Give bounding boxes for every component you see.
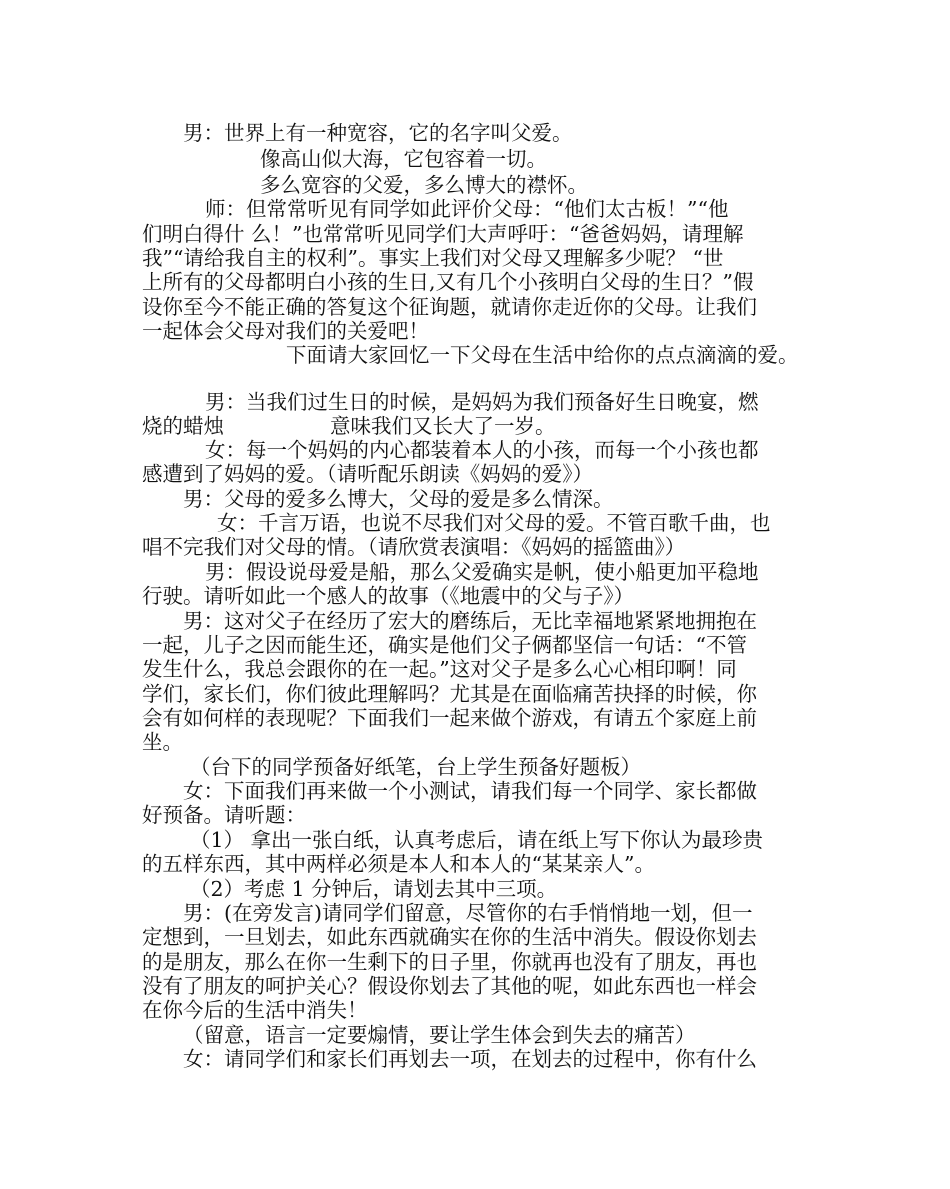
text-line: 会有如何样的表现呢？下面我们一起来做个游戏，有请五个家庭上前: [142, 706, 757, 730]
text-line: 们明白得什 么！”也常常听见同学们大声呼吁：“爸爸妈妈，请理解: [142, 222, 744, 246]
text-line: 在你今后的生活中消失！: [142, 998, 368, 1022]
text-line: 男：假设说母爱是船，那么父爱确实是帆，使小船更加平稳地: [205, 560, 759, 584]
text-line: 意味我们又长大了一岁。: [330, 414, 556, 438]
text-line: 一起，儿子之因而能生还，确实是他们父子俩都坚信一句话：“不管: [142, 633, 747, 657]
text-line: 女：请同学们和家长们再划去一项，在划去的过程中，你有什么: [183, 1047, 757, 1071]
text-line: 上所有的父母都明白小孩的生日,又有几个小孩明白父母的生日？”假: [142, 270, 754, 294]
text-line: 的是朋友，那么在你一生剩下的日子里，你就再也没有了朋友，再也: [142, 950, 757, 974]
text-line: 下面请大家回忆一下父母在生活中给你的点点滴滴的爱。: [286, 343, 799, 367]
text-line: 设你至今不能正确的答复这个征询题，就请你走近你的父母。让我们: [142, 295, 757, 319]
text-line: 男：(在旁发言)请同学们留意，尽管你的右手悄悄地一划，但一: [183, 901, 753, 925]
text-line: 女：千言万语，也说不尽我们对父母的爱。不管百歌千曲，也: [217, 511, 771, 535]
text-line: （台下的同学预备好纸笔，台上学生预备好题板）: [190, 755, 641, 779]
text-line: 男：当我们过生日的时候，是妈妈为我们预备好生日晚宴，燃: [205, 390, 759, 414]
text-line: 烧的蜡烛: [142, 414, 224, 438]
text-line: 的五样东西，其中两样必须是本人和本人的“某某亲人”。: [142, 852, 655, 876]
text-line: 坐。: [142, 730, 183, 754]
text-line: 多么宽容的父爱，多么博大的襟怀。: [260, 173, 588, 197]
text-line: （留意，语言一定要煽情，要让学生体会到失去的痛苦）: [183, 1023, 696, 1047]
text-line: 好预备。请听题：: [142, 803, 306, 827]
text-line: 学们，家长们，你们彼此理解吗？尤其是在面临痛苦抉择的时候，你: [142, 682, 757, 706]
text-line: 没有了朋友的呵护关心？假设你划去了其他的呢，如此东西也一样会: [142, 974, 757, 998]
text-line: 感遭到了妈妈的爱。（请听配乐朗读《妈妈的爱》）: [142, 462, 593, 486]
text-line: （1） 拿出一张白纸，认真考虑后，请在纸上写下你认为最珍贵: [190, 828, 764, 852]
text-line: 男：父母的爱多么博大，父母的爱是多么情深。: [183, 487, 614, 511]
text-line: 男：这对父子在经历了宏大的磨练后，无比幸福地紧紧地拥抱在: [183, 609, 757, 633]
text-line: 男：世界上有一种宽容，它的名字叫父爱。: [183, 121, 573, 145]
text-line: 一起体会父母对我们的关爱吧！: [142, 319, 429, 343]
text-line: 定想到，一旦划去，如此东西就确实在你的生活中消失。假设你划去: [142, 925, 757, 949]
text-line: 师：但常常听见有同学如此评价父母：“他们太古板！”“他: [205, 197, 729, 221]
text-line: 像高山似大海，它包容着一切。: [260, 147, 547, 171]
text-line: 女：每一个妈妈的内心都装着本人的小孩，而每一个小孩也都: [205, 438, 759, 462]
text-line: 女：下面我们再来做一个小测试，请我们每一个同学、家长都做: [183, 779, 757, 803]
text-line: 我”“请给我自主的权利”。事实上我们对父母又理解多少呢？ “世: [142, 246, 724, 270]
text-line: 行驶。请听如此一个感人的故事（《地震中的父与子》）: [142, 584, 634, 608]
text-line: 唱不完我们对父母的情。（请欣赏表演唱：《妈妈的摇篮曲》）: [142, 535, 686, 559]
text-line: 发生什么，我总会跟你的在一起。”这对父子是多么心心相印啊！同: [142, 657, 737, 681]
text-line: （2）考虑 1 分钟后，请划去其中三项。: [190, 877, 558, 901]
